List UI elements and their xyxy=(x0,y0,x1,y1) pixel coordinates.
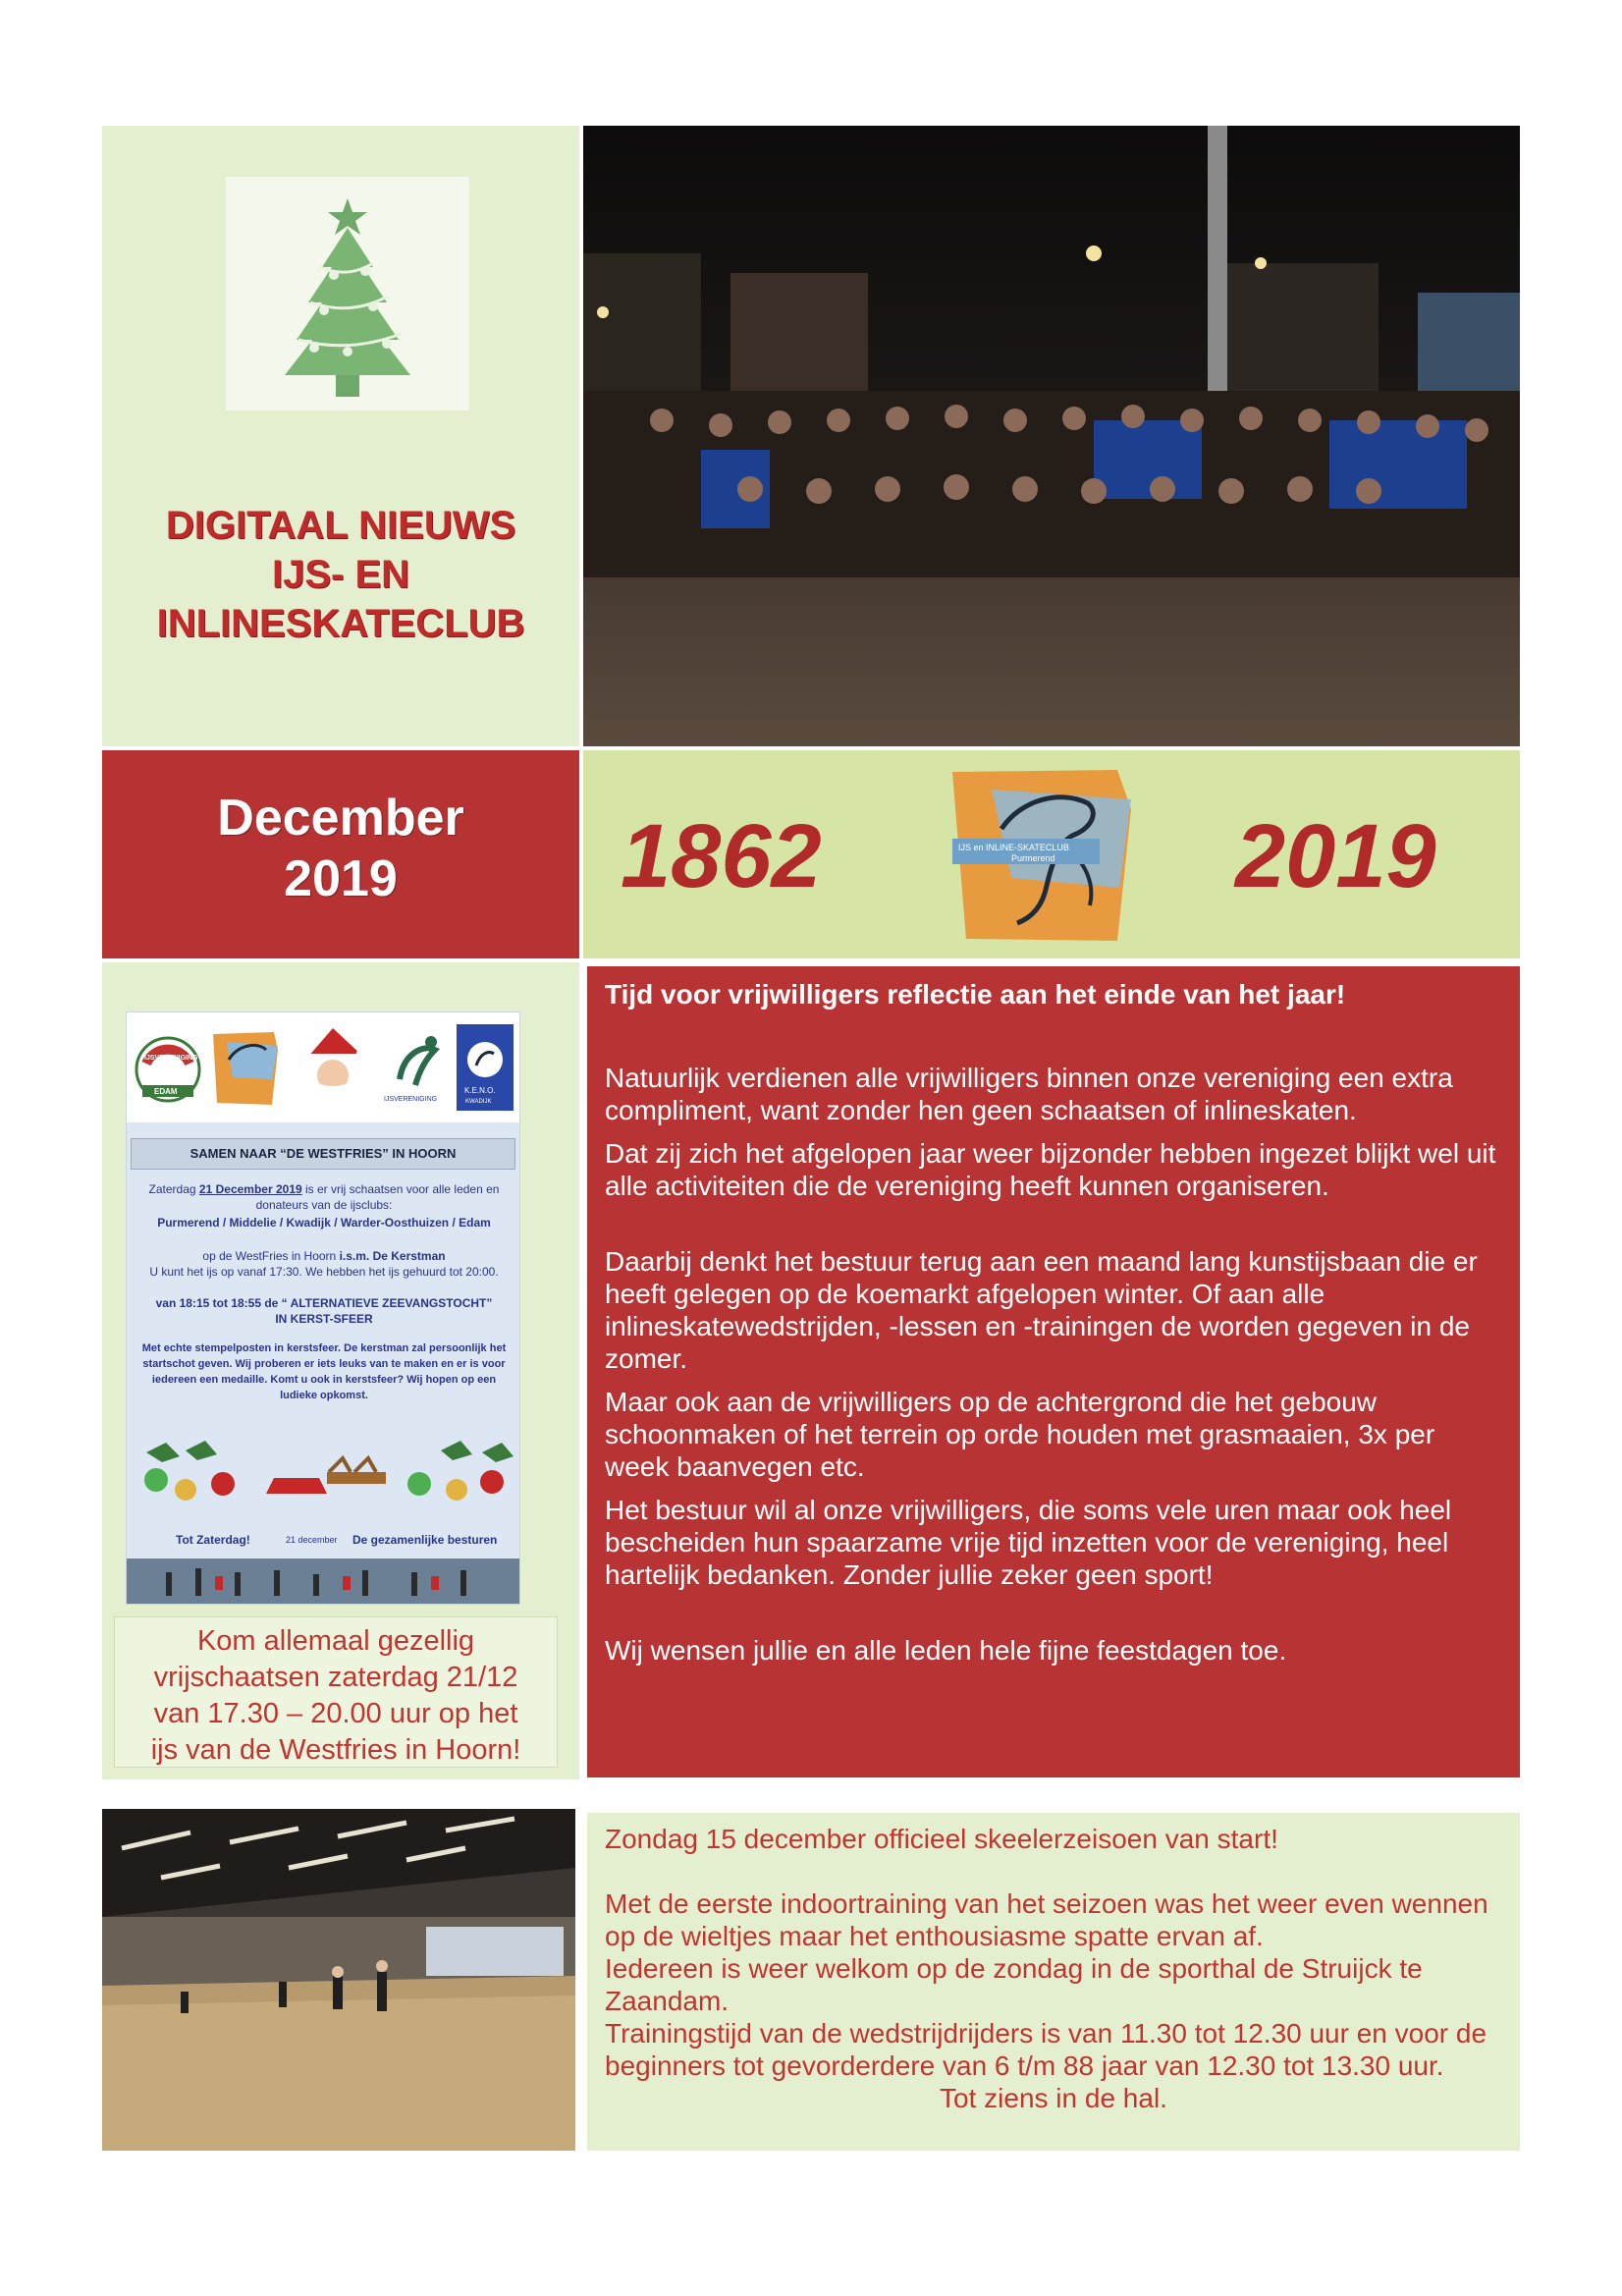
edam-club-logo xyxy=(133,1020,203,1115)
flyer-footer-date: 21 december xyxy=(286,1535,338,1545)
newsletter-header xyxy=(102,126,579,746)
flyer-tour-sub: IN KERST-SFEER xyxy=(275,1312,373,1326)
flyer-details: Met echte stempelposten in kerstsfeer. De kerstman zal persoonlijk het startschot geven. Wij proberen er iets leuks van te maken en er is voor iedereen een medaille. Komt u ook in kerstsfeer? Wij hopen op een ludieke opkomst. xyxy=(141,1342,507,1401)
invite-box xyxy=(114,1616,558,1768)
warder-club-logo xyxy=(380,1020,451,1115)
invite-line-4: ijs van de Westfries in Hoorn! xyxy=(150,1734,521,1766)
skate-paragraph: Iedereen is weer welkom op de zondag in de sporthal de Struijck te Zaandam. xyxy=(605,1953,1423,2016)
volunteer-paragraph: Het bestuur wil al onze vrijwilligers, die soms vele uren maar ook heel bescheiden hun spaarzame vrije tijd inzetten voor de vereniging, heel hartelijk bedanken. Zonder jullie zeker geen sport! xyxy=(605,1495,1452,1590)
invite-line-1: Kom allemaal gezellig xyxy=(196,1625,475,1657)
flyer-venue xyxy=(136,1248,512,1264)
volunteer-paragraph: Maar ook aan de vrijwilligers op de achtergrond die het gebouw schoonmaken of het terrein op orde houden met grasmaaien, 3x per week baanvegen etc. xyxy=(605,1387,1435,1482)
flyer-intro-pre: Zaterdag xyxy=(148,1182,199,1196)
flyer-clubs: Purmerend / Middelie / Kwadijk / Warder-Oosthuizen / Edam xyxy=(157,1216,491,1230)
keno-logo-place: KWADIJK xyxy=(465,1099,492,1105)
christmas-tree-icon xyxy=(226,177,469,410)
flyer-intro-post: is er vrij schaatsen voor alle leden en donateurs van de ijsclubs: xyxy=(255,1182,500,1212)
flyer-venue-pre: op de WestFries in Hoorn xyxy=(202,1249,340,1263)
volunteer-article xyxy=(587,966,1520,1777)
volunteer-paragraph: Daarbij denkt het bestuur terug aan een maand lang kunstijsbaan die er heeft gelegen op de koemarkt afgelopen winter. Of aan alle inlineskatewedstrijden, -lessen en -trainingen de worden gegeven in de zomer. xyxy=(605,1246,1478,1374)
keno-club-logo xyxy=(453,1020,517,1115)
edam-logo-ring-text: IJSVERENIGING xyxy=(144,1055,198,1062)
volunteer-paragraph: Wij wensen jullie en alle leden hele fijne feestdagen toe. xyxy=(605,1635,1287,1666)
keno-logo-text: K.E.N.O. xyxy=(464,1086,496,1095)
invite-line-2: vrijschaatsen zaterdag 21/12 xyxy=(153,1662,518,1693)
christmas-ornaments-icon xyxy=(127,1433,520,1515)
volunteer-article-title: Tijd voor vrijwilligers reflectie aan het einde van het jaar! xyxy=(605,979,1346,1010)
issue-year: 2019 xyxy=(284,850,398,907)
title-line-1: DIGITAAL NIEUWS xyxy=(165,504,516,547)
skaters-photo xyxy=(127,1558,520,1605)
volunteer-paragraph: Dat zij zich het afgelopen jaar weer bijzonder hebben ingezet blijkt wel uit alle activiteiten die de vereniging heeft kunnen organiseren. xyxy=(605,1138,1496,1201)
group-photo xyxy=(583,126,1520,746)
skate-season-article xyxy=(587,1813,1520,2151)
skate-paragraph: Trainingstijd van de wedstrijdrijders is van 11.30 tot 12.30 uur en voor de beginners tot gevorderdere van 6 t/m 88 jaar van 12.30 tot 13.30 uur. xyxy=(605,2018,1487,2081)
sports-hall-photo xyxy=(102,1809,575,2151)
invite-line-3: van 17.30 – 20.00 uur op het xyxy=(153,1698,518,1729)
flyer-heading: SAMEN NAAR “DE WESTFRIES” IN HOORN xyxy=(131,1138,515,1170)
santa-icon xyxy=(294,1020,372,1115)
flyer-hours: U kunt het ijs op vanaf 17:30. We hebben het ijs gehuurd tot 20:00. xyxy=(149,1265,499,1279)
club-logo-name: IJS en INLINE-SKATECLUB xyxy=(958,843,1069,852)
purmerend-club-logo xyxy=(209,1020,280,1115)
issue-date-block xyxy=(102,750,579,958)
warder-logo-text: IJSVERENIGING xyxy=(384,1096,438,1103)
club-logo-city: Purmerend xyxy=(1011,853,1055,863)
newsletter-title xyxy=(102,501,579,648)
title-line-2: IJS- EN xyxy=(271,553,410,596)
current-year: 2019 xyxy=(1235,806,1436,906)
skate-article-title: Zondag 15 december officieel skeelerzeisoen van start! xyxy=(605,1824,1278,1854)
event-flyer xyxy=(126,1011,520,1605)
skate-paragraph: Met de eerste indoortraining van het seizoen was het weer even wennen op de wieltjes maar het enthousiasme spatte ervan af. xyxy=(605,1888,1488,1951)
flyer-event-date: 21 December 2019 xyxy=(198,1182,302,1196)
flyer-footer-left: Tot Zaterdag! xyxy=(176,1533,250,1547)
club-logo xyxy=(952,770,1131,941)
anniversary-banner xyxy=(583,750,1520,958)
flyer-intro xyxy=(136,1181,512,1213)
founded-year: 1862 xyxy=(621,806,822,906)
edam-logo-name: EDAM xyxy=(154,1087,178,1096)
title-line-3: INLINESKATECLUB xyxy=(156,602,525,645)
flyer-venue-bold: i.s.m. De Kerstman xyxy=(339,1249,446,1263)
skate-closing: Tot ziens in de hal. xyxy=(940,2083,1167,2113)
volunteer-paragraph: Natuurlijk verdienen alle vrijwilligers binnen onze vereniging een extra compliment, want zonder hen geen schaatsen of inlineskaten. xyxy=(605,1063,1453,1125)
flyer-logos xyxy=(127,1012,520,1122)
flyer-footer-right: De gezamenlijke besturen xyxy=(352,1533,498,1547)
event-flyer-column xyxy=(102,962,579,1779)
flyer-tour-line: van 18:15 tot 18:55 de “ ALTERNATIEVE ZEEVANGSTOCHT” xyxy=(155,1296,493,1310)
issue-month: December xyxy=(217,790,464,847)
